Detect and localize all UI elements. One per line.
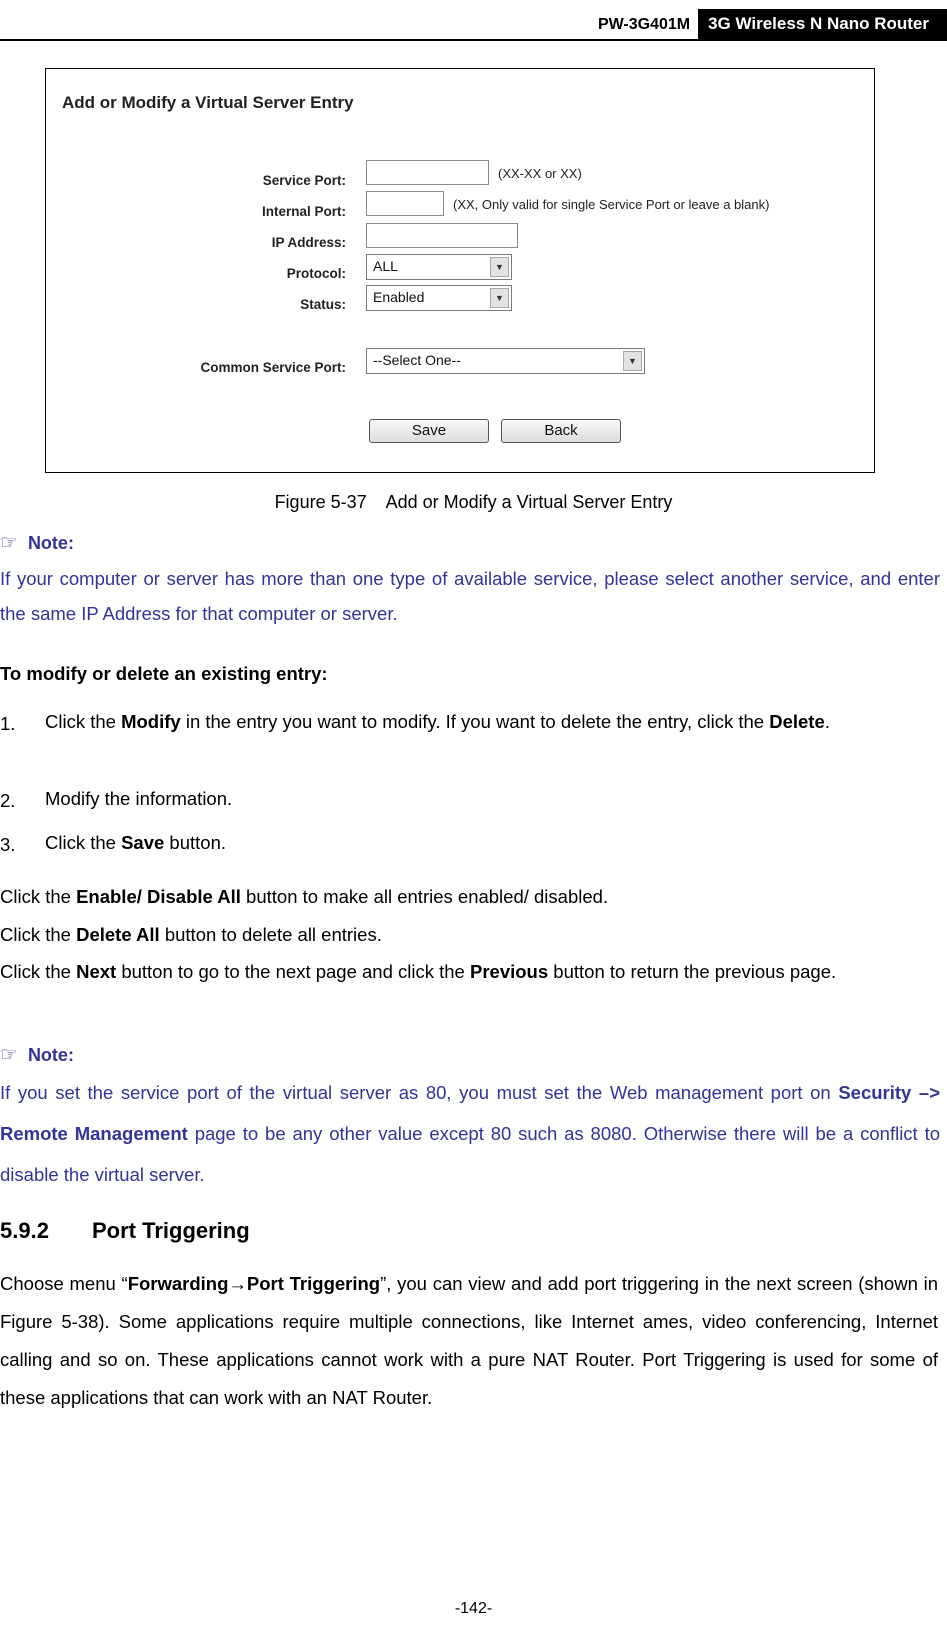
modify-heading: To modify or delete an existing entry: [0, 663, 328, 684]
section-number: 5.9.2 [0, 1218, 49, 1243]
note-2-label: Note [27, 1045, 68, 1065]
step-1-post: . [824, 711, 830, 732]
note-2-bold: Security –> Remote Management [0, 1082, 940, 1144]
click-2-pre: Click the [0, 924, 77, 945]
header-model: PW-3G401M [597, 16, 691, 33]
header-rule [0, 39, 947, 41]
note-2-heading [0, 1042, 74, 1067]
click-3-mid: button to go to the next page and click the [116, 961, 470, 982]
common-service-port-label: Common Service Port: [200, 360, 346, 375]
internal-port-input[interactable] [366, 191, 444, 216]
click-1-bold: Enable/ Disable All [76, 886, 241, 907]
section-heading [0, 1218, 250, 1244]
internal-port-hint: (XX, Only valid for single Service Port or leave a blank) [453, 197, 770, 212]
ip-address-input[interactable] [366, 223, 518, 248]
step-3-text [45, 824, 940, 861]
chevron-down-icon: ▼ [490, 288, 509, 308]
trig-post: ”, you can view and add port triggering in the next screen (shown in Figure 5-38). Some applications require multiple connections, like Internet ames, video conferencing, Internet calling and so on. These applications cannot work with a pure NAT Router. Port Triggering is used for some of these applications that can work with an NAT Router. [0, 1273, 939, 1408]
click-1-post: button to make all entries enabled/ disabled. [240, 886, 609, 907]
step-1-text [45, 703, 940, 740]
click-3-post: button to return the previous page. [548, 961, 837, 982]
port-triggering-paragraph [0, 1265, 938, 1417]
service-port-input[interactable] [366, 160, 489, 185]
header-block [598, 8, 947, 40]
status-label: Status: [300, 297, 346, 312]
trig-pre: Choose menu “ [0, 1273, 128, 1294]
trig-bold-port-triggering: Port Triggering [246, 1273, 381, 1294]
step-3-number: 3. [0, 834, 16, 855]
virtual-server-form-screenshot [45, 68, 875, 473]
click-3-bold-next: Next [76, 961, 117, 982]
figure-caption: Figure 5-37 Add or Modify a Virtual Server Entry [274, 492, 673, 512]
chevron-down-icon: ▼ [490, 257, 509, 277]
note-1-text: If your computer or server has more than one type of available service, please select another service, and enter the same IP Address for that computer or server. [0, 568, 940, 624]
ip-address-label: IP Address: [271, 235, 346, 250]
save-button[interactable]: Save [369, 419, 489, 443]
pointing-hand-icon: ☞ [0, 532, 18, 554]
step-2-text: Modify the information. [45, 788, 233, 809]
click-enable-disable [0, 878, 940, 916]
status-select[interactable] [366, 285, 512, 311]
trig-bold-forwarding: Forwarding [127, 1273, 229, 1294]
note-2-text [0, 1072, 940, 1195]
step-3-pre: Click the [45, 832, 122, 853]
protocol-value: ALL [373, 258, 398, 274]
note-1-label: Note [27, 533, 68, 553]
click-1-pre: Click the [0, 886, 77, 907]
step-1-bold-modify: Modify [121, 711, 181, 732]
click-2-post: button to delete all entries. [159, 924, 382, 945]
step-3-bold-save: Save [121, 832, 165, 853]
common-service-port-select[interactable] [366, 348, 645, 374]
step-1-bold-delete: Delete [769, 711, 825, 732]
click-2-bold: Delete All [76, 924, 160, 945]
step-1-mid: in the entry you want to modify. If you want to delete the entry, click the [180, 711, 770, 732]
step-2-number: 2. [0, 790, 16, 811]
note-2-pre: If you set the service port of the virtual server as 80, you must set the Web management port on [0, 1082, 839, 1103]
header-product: 3G Wireless N Nano Router [698, 9, 947, 40]
protocol-label: Protocol: [286, 266, 346, 281]
step-1-number: 1. [0, 713, 16, 734]
step-1-pre: Click the [45, 711, 122, 732]
pointing-hand-icon: ☞ [0, 1044, 18, 1066]
click-next-previous [0, 954, 935, 990]
note-1-heading [0, 530, 74, 555]
back-button[interactable]: Back [501, 419, 621, 443]
internal-port-label: Internal Port: [261, 204, 346, 219]
click-3-pre: Click the [0, 961, 77, 982]
page-number: -142- [454, 1600, 493, 1617]
click-instructions [0, 878, 940, 990]
service-port-hint: (XX-XX or XX) [498, 166, 582, 181]
common-service-port-value: --Select One-- [373, 352, 461, 368]
step-3-post: button. [164, 832, 227, 853]
section-title: Port Triggering [92, 1218, 250, 1243]
trig-arrow: → [228, 1273, 247, 1294]
click-3-bold-previous: Previous [470, 961, 549, 982]
chevron-down-icon: ▼ [623, 351, 642, 371]
protocol-select[interactable] [366, 254, 512, 280]
form-title: Add or Modify a Virtual Server Entry [62, 93, 354, 112]
note-2-colon: : [67, 1045, 74, 1065]
note-2-post: page to be any other value except 80 such as 8080. Otherwise there will be a conflict to disable the virtual server. [0, 1123, 940, 1185]
status-value: Enabled [373, 289, 425, 305]
note-1-colon: : [67, 533, 74, 553]
service-port-label: Service Port: [262, 173, 346, 188]
click-delete-all [0, 916, 940, 954]
